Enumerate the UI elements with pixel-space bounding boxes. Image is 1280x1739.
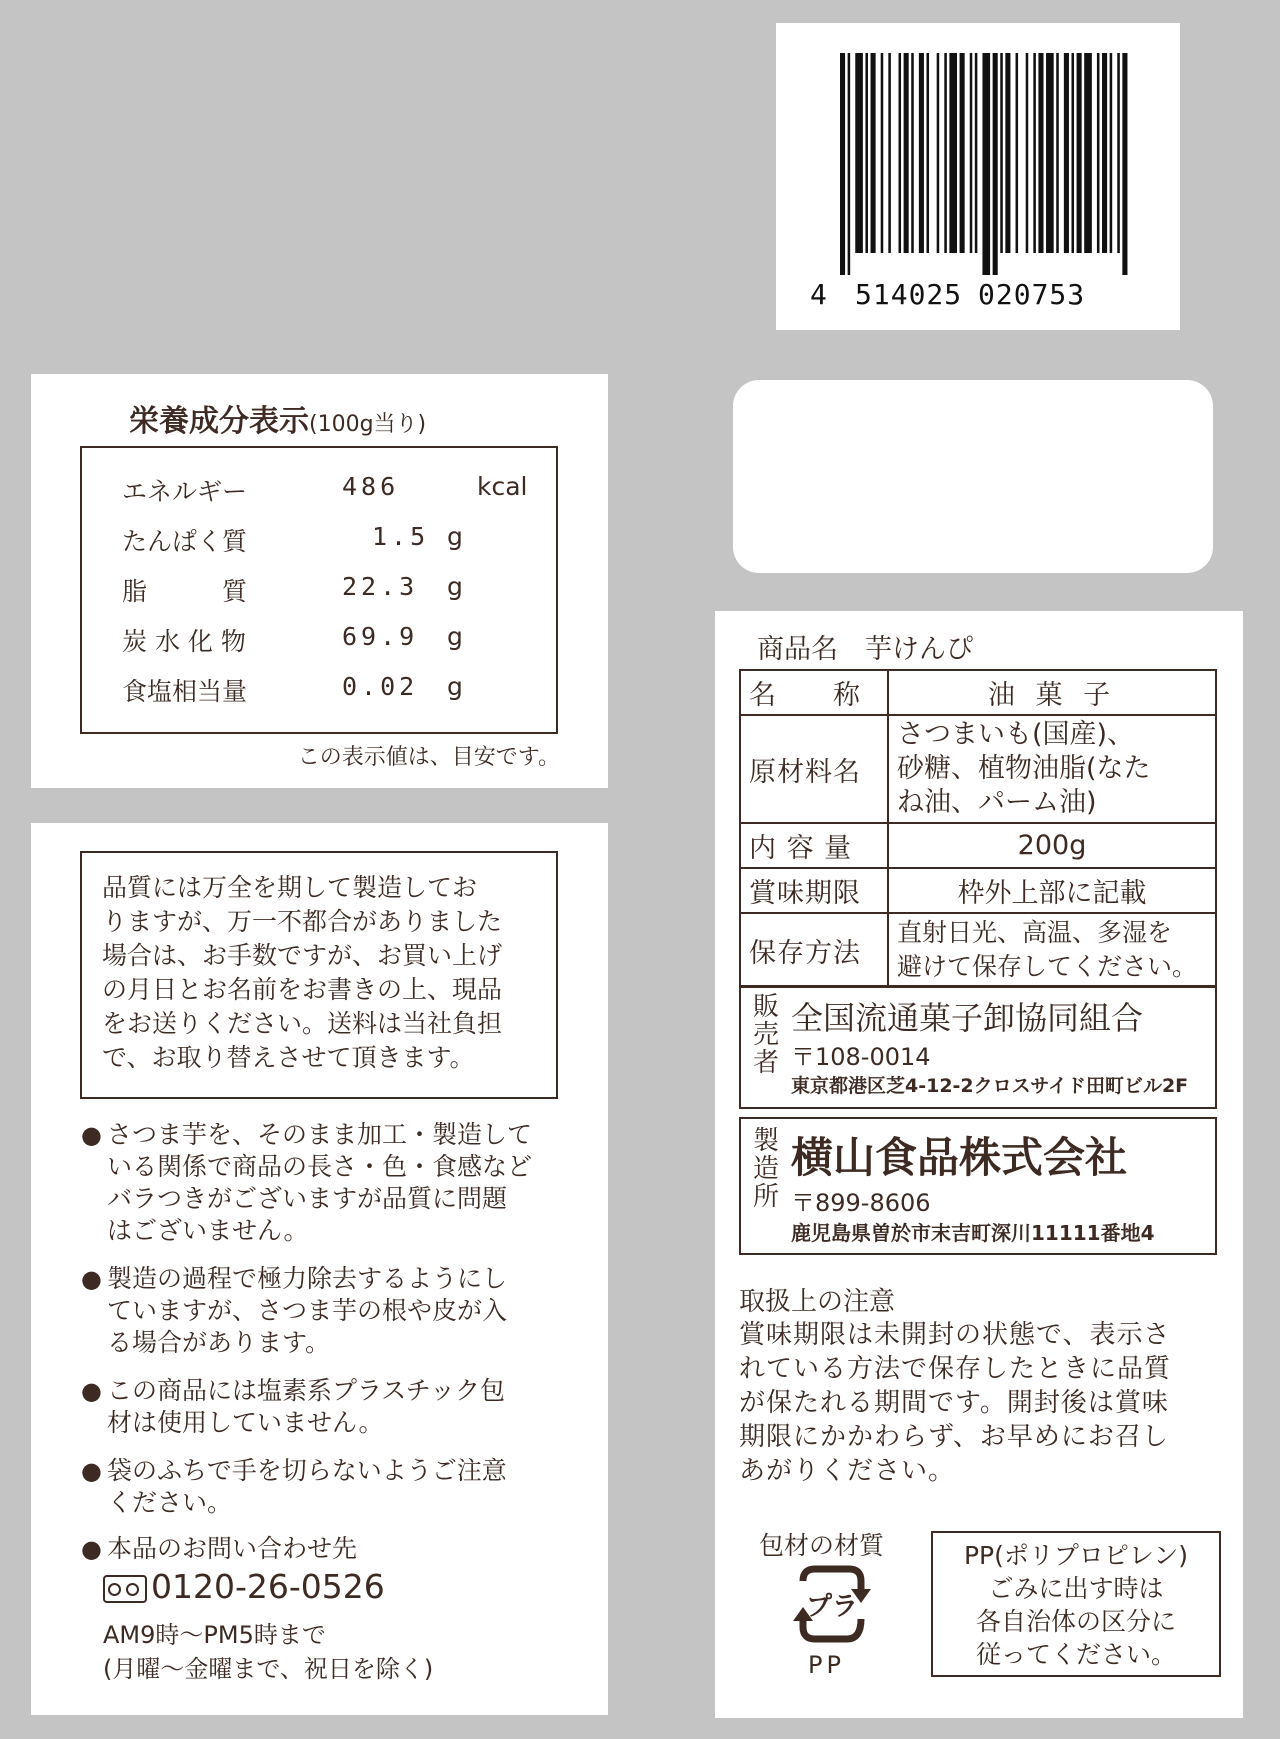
nutrition-row: 炭 水 化 物 69.9 g [122,622,463,656]
barcode-digit-group: 020753 [978,278,1086,311]
handling-title: 取扱上の注意 [739,1287,896,1317]
nutrition-title: 栄養成分表示(100g当り) [129,404,427,439]
free-dial-icon [103,1575,147,1603]
svg-text:プラ: プラ [805,1592,859,1622]
handling-text: 賞味期限は未開封の状態で、表示さ れている方法で保存したときに品質 が保たれる期間です。開封後は賞味 期限にかかわらず、お早めにお召し あがりください。 [739,1320,1172,1486]
seller-name: 全国流通菓子卸協同組合 [791,999,1144,1037]
notice-bullet: ● さつま芋を、そのまま加工・製造して いる関係で商品の長さ・色・食感など バラつきがございますが品質に問題 はございません。 [81,1120,533,1245]
nutrition-panel [31,374,608,788]
spec-row: 名 称 油 菓 子 [740,670,1216,715]
seller-address: 東京都港区芝4-12-2クロスサイド田町ビル2F [791,1075,1189,1097]
date-print-area [733,380,1213,573]
seller-block [739,985,1217,1109]
nutrition-table [80,446,558,734]
maker-label: 製 造 所 [753,1126,780,1212]
maker-address: 鹿児島県曽於市末吉町深川11111番地4 [791,1221,1155,1245]
material-code: PP [808,1651,845,1679]
product-spec-table [739,669,1217,988]
quality-guarantee-text: 品質には万全を期して製造してお りますが、万一不都合がありました 場合は、お手数ですが、お買い上げ の月日とお名前をお書きの上、現品 をお送りください。送料は当社負担 で、お取り替えさせて頂きます。 [102,873,503,1072]
maker-zip: 〒899-8606 [791,1189,931,1217]
contact-days: (月曜～金曜まで、祝日を除く) [103,1655,434,1683]
nutrition-subtitle: (100g当り) [309,412,427,437]
bullet-icon: ● [81,1121,102,1149]
seller-zip: 〒108-0014 [791,1043,931,1071]
packaging-label: 包材の材質 [759,1531,885,1560]
notice-bullet: ● この商品には塩素系プラスチック包 材は使用していません。 [81,1376,506,1437]
spec-row: 保存方法 直射日光、高温、多湿を 避けて保存してください。 [740,913,1216,987]
barcode-digit-group: 514025 [855,278,963,311]
disposal-note-box: PP(ポリプロピレン) ごみに出す時は 各自治体の区分に 従ってください。 [931,1531,1221,1677]
nutrition-row: たんぱく質 1.5 g [122,522,463,556]
spec-row: 原材料名 さつまいも(国産)、 砂糖、植物油脂(なた ね油、パーム油) [740,715,1216,823]
barcode-panel [776,23,1180,330]
product-name: 商品名 芋けんぴ [757,634,973,665]
spec-row: 賞味期限 枠外上部に記載 [740,868,1216,913]
maker-name: 横山食品株式会社 [791,1133,1128,1182]
pla-recycle-icon [785,1561,879,1649]
barcode-digit-group: 4 [810,278,828,311]
maker-block [739,1117,1217,1255]
bullet-icon: ● [81,1377,102,1405]
bullet-icon: ● [81,1265,102,1293]
nutrition-row: 脂 質 22.3 g [122,572,463,606]
contact-hours: AM9時～PM5時まで [103,1621,326,1649]
contact-phone: 0120-26-0526 [103,1567,385,1606]
nutrition-note: この表示値は、目安です。 [297,745,560,770]
notice-bullet: ● 製造の過程で極力除去するようにし ていますが、さつま芋の根や皮が入 る場合があります。 [81,1264,508,1357]
product-panel [715,611,1243,1718]
bullet-icon: ● [81,1535,102,1563]
notice-bullet: ● 本品のお問い合わせ先 [81,1534,358,1563]
barcode-icon [840,53,1130,275]
quality-guarantee-box [80,851,558,1099]
notice-bullet: ● 袋のふちで手を切らないようご注意 ください。 [81,1456,507,1517]
seller-label: 販 売 者 [753,992,780,1078]
nutrition-row: エネルギー 486 kcal [122,472,528,506]
nutrition-row: 食塩相当量 0.02 g [122,672,463,706]
bullet-icon: ● [81,1457,102,1485]
spec-row: 内 容 量 200g [740,823,1216,868]
notice-panel [31,823,608,1715]
